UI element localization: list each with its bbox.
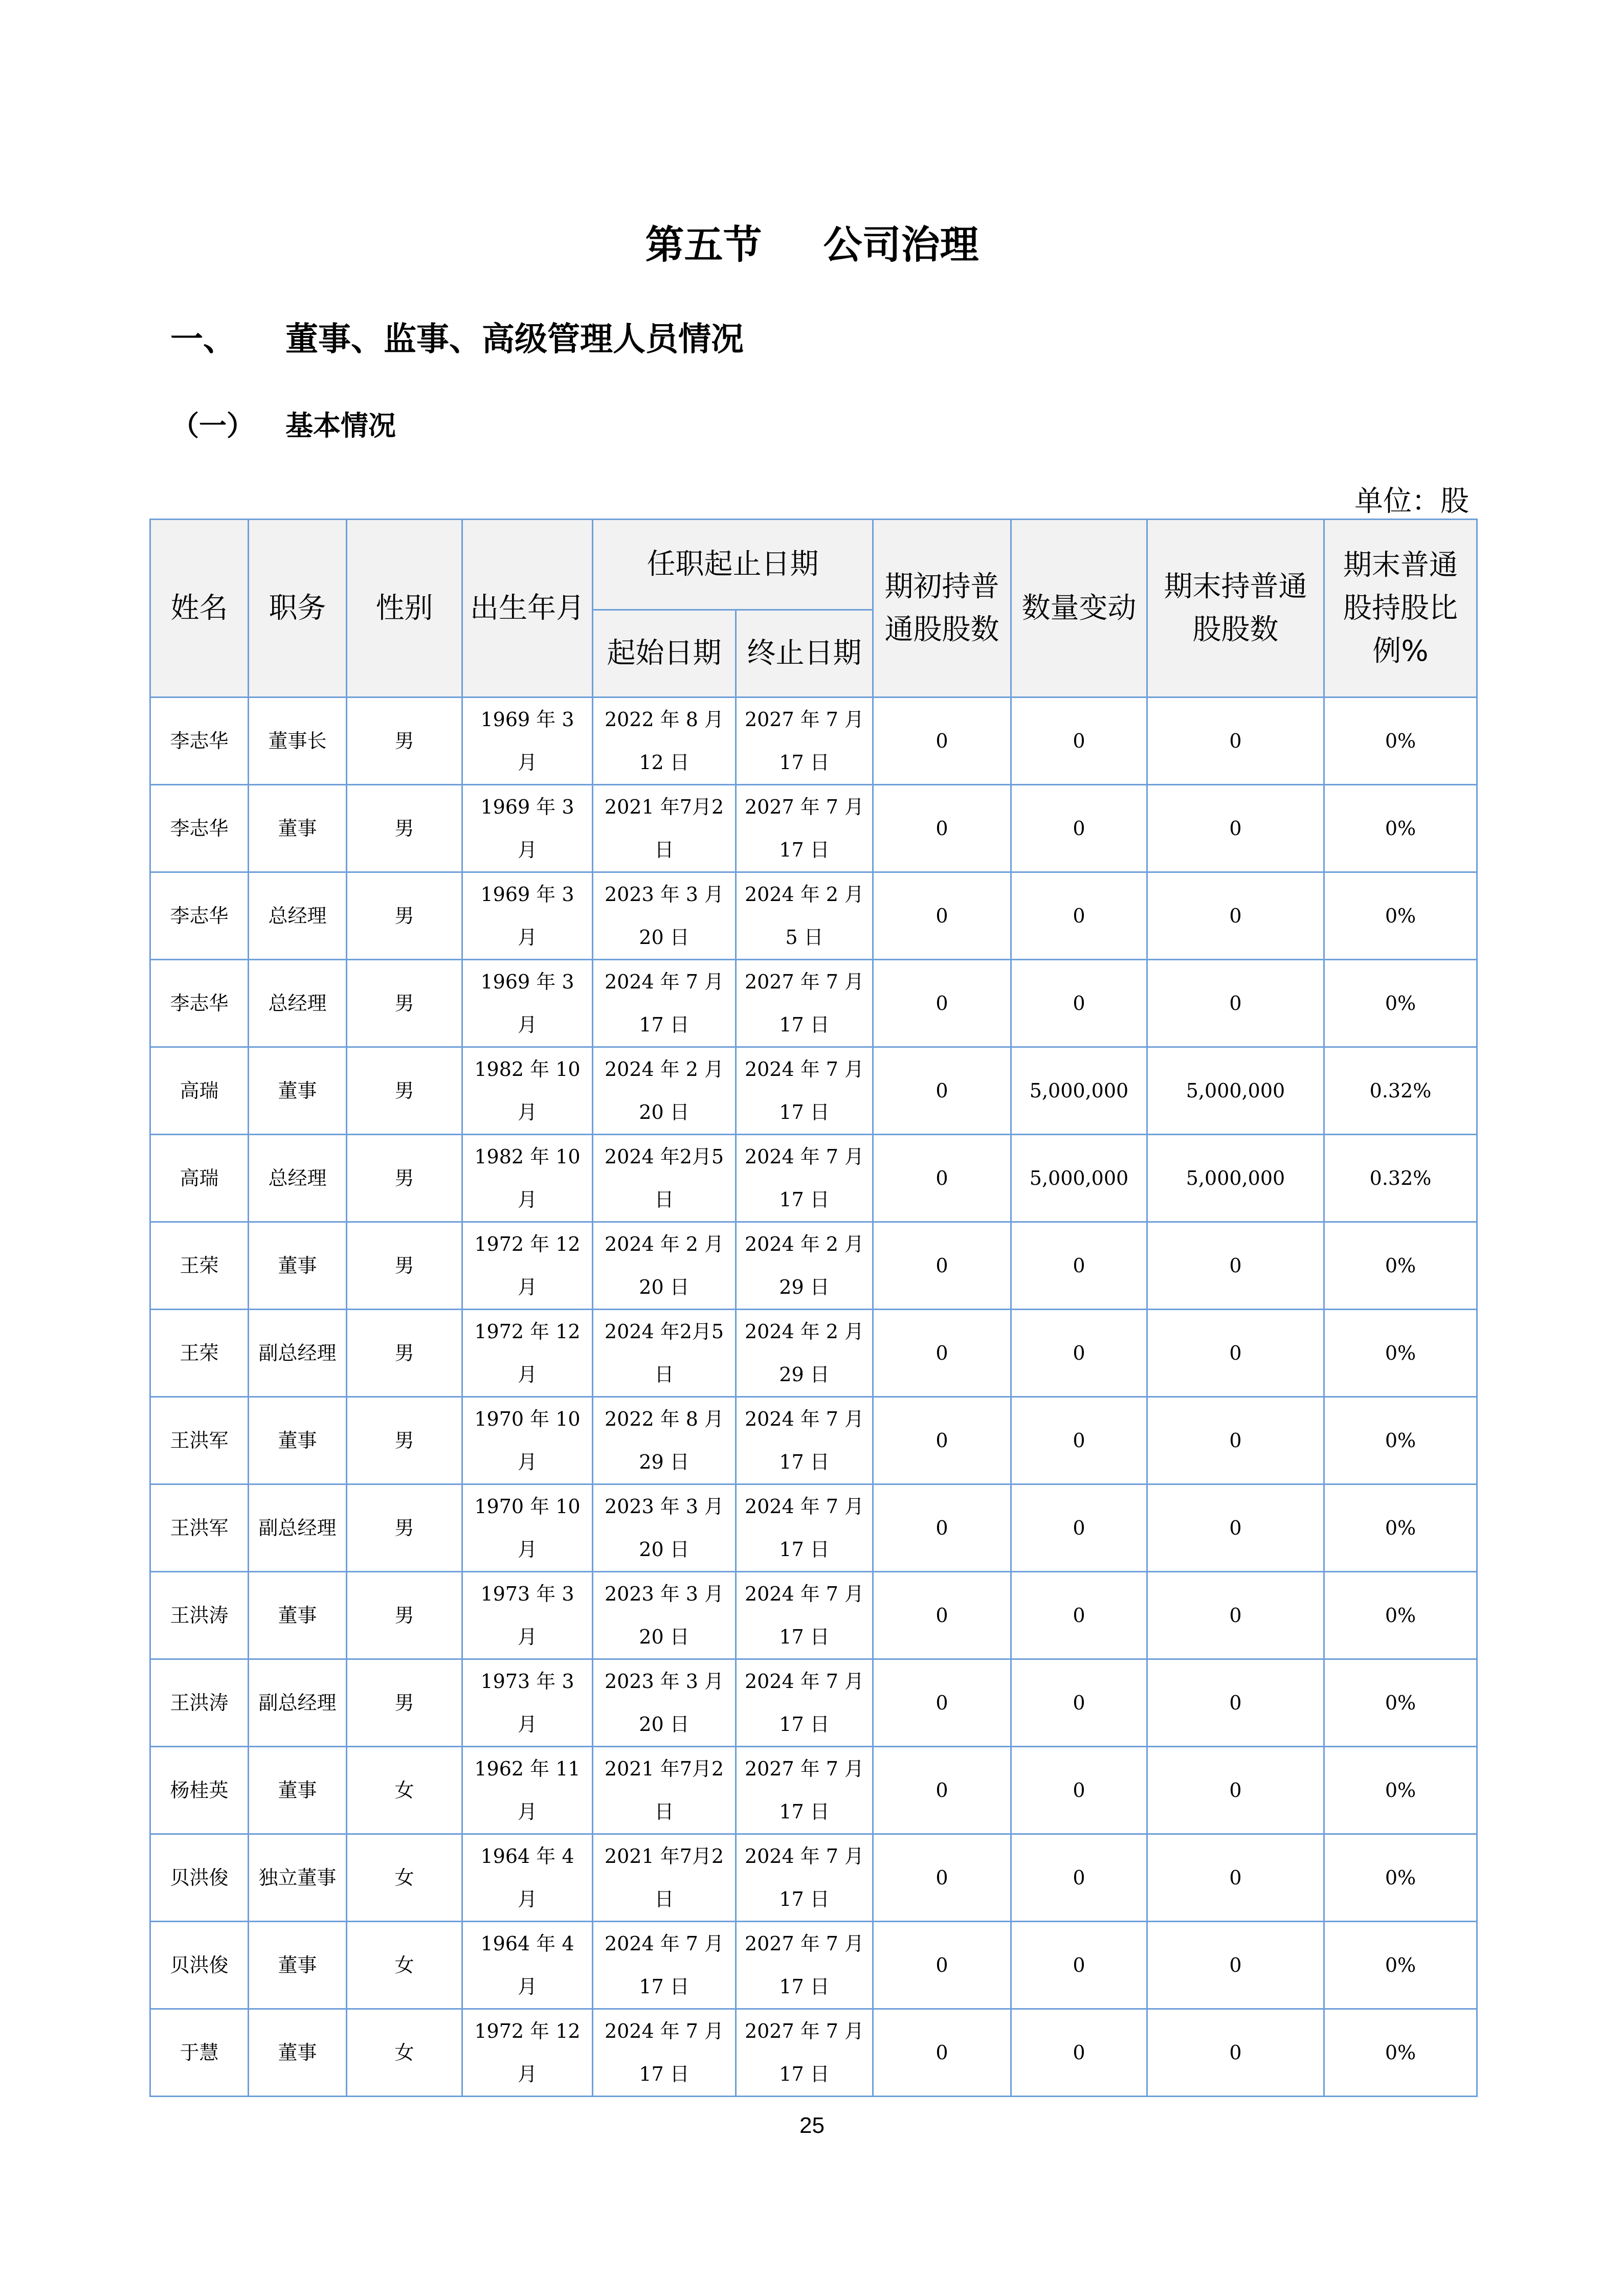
cell-term-end: 2027 年 7 月 17 日 <box>736 697 873 785</box>
cell-term-end: 2027 年 7 月 17 日 <box>736 960 873 1047</box>
cell-birth: 1970 年 10 月 <box>462 1397 593 1484</box>
cell-term-end: 2024 年 7 月 17 日 <box>736 1659 873 1747</box>
cell-birth: 1982 年 10 月 <box>462 1135 593 1222</box>
cell-birth: 1969 年 3 月 <box>462 872 593 960</box>
page-number: 25 <box>799 2113 825 2138</box>
cell-term-start: 2023 年 3 月 20 日 <box>593 872 736 960</box>
table-row <box>150 2009 1477 2097</box>
cell-opening-shares: 0 <box>873 872 1011 960</box>
cell-opening-shares: 0 <box>873 1047 1011 1135</box>
cell-term-start: 2021 年7月2 日 <box>593 1834 736 1922</box>
heading-1-number: 一、 <box>170 321 236 358</box>
header-position: 职务 <box>249 520 347 697</box>
cell-term-end: 2024 年 2 月 29 日 <box>736 1310 873 1397</box>
cell-position: 总经理 <box>249 872 347 960</box>
cell-birth: 1962 年 11 月 <box>462 1747 593 1834</box>
unit-label: 单位：股 <box>1354 485 1469 518</box>
cell-position: 董事 <box>249 1922 347 2009</box>
cell-closing-shares: 0 <box>1147 1659 1324 1747</box>
cell-opening-shares: 0 <box>873 697 1011 785</box>
cell-position: 总经理 <box>249 1135 347 1222</box>
header-closing-ratio: 期末普通股持股比例% <box>1324 520 1477 697</box>
cell-closing-shares: 0 <box>1147 872 1324 960</box>
cell-change: 0 <box>1011 1397 1147 1484</box>
cell-gender: 女 <box>347 1834 462 1922</box>
cell-term-start: 2022 年 8 月 29 日 <box>593 1397 736 1484</box>
cell-gender: 女 <box>347 1922 462 2009</box>
header-name: 姓名 <box>150 520 249 697</box>
cell-name: 贝洪俊 <box>150 1922 249 2009</box>
cell-term-end: 2027 年 7 月 17 日 <box>736 1922 873 2009</box>
table-row <box>150 1310 1477 1397</box>
heading-1-title: 董事、监事、高级管理人员情况 <box>285 321 744 358</box>
heading-level-1 <box>170 313 744 360</box>
cell-opening-shares: 0 <box>873 1834 1011 1922</box>
cell-change: 5,000,000 <box>1011 1047 1147 1135</box>
cell-position: 董事 <box>249 1572 347 1659</box>
cell-gender: 男 <box>347 1047 462 1135</box>
cell-closing-ratio: 0% <box>1324 697 1477 785</box>
table-row <box>150 785 1477 872</box>
cell-position: 董事 <box>249 1222 347 1310</box>
heading-level-2 <box>171 404 396 443</box>
cell-gender: 男 <box>347 960 462 1047</box>
cell-change: 5,000,000 <box>1011 1135 1147 1222</box>
cell-gender: 男 <box>347 1484 462 1572</box>
cell-opening-shares: 0 <box>873 1135 1011 1222</box>
header-birth: 出生年月 <box>462 520 593 697</box>
cell-position: 董事 <box>249 1397 347 1484</box>
cell-birth: 1964 年 4 月 <box>462 1834 593 1922</box>
cell-name: 杨桂英 <box>150 1747 249 1834</box>
cell-closing-ratio: 0% <box>1324 960 1477 1047</box>
cell-name: 于慧 <box>150 2009 249 2097</box>
directors-table <box>149 519 1478 2097</box>
cell-closing-ratio: 0% <box>1324 1397 1477 1484</box>
cell-opening-shares: 0 <box>873 1572 1011 1659</box>
cell-name: 王荣 <box>150 1222 249 1310</box>
cell-change: 0 <box>1011 1922 1147 2009</box>
cell-term-end: 2027 年 7 月 17 日 <box>736 2009 873 2097</box>
cell-term-start: 2022 年 8 月 12 日 <box>593 697 736 785</box>
cell-name: 高瑞 <box>150 1135 249 1222</box>
cell-closing-ratio: 0% <box>1324 1310 1477 1397</box>
table-row <box>150 1747 1477 1834</box>
cell-position: 董事长 <box>249 697 347 785</box>
cell-term-end: 2024 年 2 月 29 日 <box>736 1222 873 1310</box>
section-number: 第五节 <box>645 222 762 267</box>
cell-birth: 1982 年 10 月 <box>462 1047 593 1135</box>
cell-closing-shares: 0 <box>1147 785 1324 872</box>
cell-gender: 女 <box>347 1747 462 1834</box>
cell-term-end: 2027 年 7 月 17 日 <box>736 785 873 872</box>
cell-name: 王洪涛 <box>150 1659 249 1747</box>
cell-change: 0 <box>1011 2009 1147 2097</box>
cell-name: 王洪军 <box>150 1484 249 1572</box>
cell-closing-ratio: 0% <box>1324 785 1477 872</box>
cell-closing-shares: 0 <box>1147 697 1324 785</box>
cell-closing-shares: 0 <box>1147 1834 1324 1922</box>
header-gender: 性别 <box>347 520 462 697</box>
table-row <box>150 1659 1477 1747</box>
cell-term-start: 2024 年 7 月 17 日 <box>593 1922 736 2009</box>
section-name: 公司治理 <box>823 222 979 267</box>
cell-gender: 男 <box>347 1310 462 1397</box>
table-row <box>150 1222 1477 1310</box>
cell-position: 董事 <box>249 2009 347 2097</box>
cell-term-start: 2021 年7月2 日 <box>593 1747 736 1834</box>
table-row <box>150 872 1477 960</box>
cell-position: 董事 <box>249 1047 347 1135</box>
cell-name: 王荣 <box>150 1310 249 1397</box>
cell-term-start: 2024 年2月5 日 <box>593 1135 736 1222</box>
cell-gender: 男 <box>347 1659 462 1747</box>
cell-gender: 男 <box>347 1397 462 1484</box>
cell-change: 0 <box>1011 1222 1147 1310</box>
table-row <box>150 697 1477 785</box>
cell-closing-shares: 0 <box>1147 1572 1324 1659</box>
cell-term-start: 2024 年2月5 日 <box>593 1310 736 1397</box>
cell-name: 王洪军 <box>150 1397 249 1484</box>
header-term-start: 起始日期 <box>593 610 736 697</box>
table-header-row <box>150 520 1477 610</box>
cell-opening-shares: 0 <box>873 1747 1011 1834</box>
cell-position: 副总经理 <box>249 1659 347 1747</box>
cell-term-end: 2024 年 7 月 17 日 <box>736 1397 873 1484</box>
cell-closing-ratio: 0.32% <box>1324 1047 1477 1135</box>
cell-name: 高瑞 <box>150 1047 249 1135</box>
cell-term-end: 2024 年 7 月 17 日 <box>736 1834 873 1922</box>
cell-term-start: 2024 年 2 月 20 日 <box>593 1222 736 1310</box>
header-term: 任职起止日期 <box>593 520 873 610</box>
cell-opening-shares: 0 <box>873 1310 1011 1397</box>
table-row <box>150 1047 1477 1135</box>
cell-gender: 男 <box>347 785 462 872</box>
cell-closing-ratio: 0% <box>1324 1834 1477 1922</box>
cell-name: 李志华 <box>150 785 249 872</box>
cell-opening-shares: 0 <box>873 785 1011 872</box>
header-closing-shares: 期末持普通股股数 <box>1147 520 1324 697</box>
cell-gender: 女 <box>347 2009 462 2097</box>
cell-change: 0 <box>1011 1834 1147 1922</box>
cell-gender: 男 <box>347 1572 462 1659</box>
cell-closing-shares: 5,000,000 <box>1147 1135 1324 1222</box>
cell-closing-ratio: 0% <box>1324 1222 1477 1310</box>
table-row <box>150 960 1477 1047</box>
cell-closing-shares: 0 <box>1147 1747 1324 1834</box>
cell-closing-ratio: 0% <box>1324 1747 1477 1834</box>
table-row <box>150 1135 1477 1222</box>
cell-change: 0 <box>1011 1572 1147 1659</box>
table-row <box>150 1834 1477 1922</box>
cell-birth: 1972 年 12 月 <box>462 2009 593 2097</box>
cell-name: 王洪涛 <box>150 1572 249 1659</box>
cell-birth: 1964 年 4 月 <box>462 1922 593 2009</box>
cell-change: 0 <box>1011 1747 1147 1834</box>
table-row <box>150 1397 1477 1484</box>
cell-closing-shares: 0 <box>1147 1922 1324 2009</box>
cell-term-end: 2024 年 7 月 17 日 <box>736 1484 873 1572</box>
cell-change: 0 <box>1011 785 1147 872</box>
cell-closing-shares: 0 <box>1147 2009 1324 2097</box>
cell-term-end: 2024 年 7 月 17 日 <box>736 1047 873 1135</box>
cell-position: 董事 <box>249 785 347 872</box>
table-row <box>150 1572 1477 1659</box>
cell-birth: 1969 年 3 月 <box>462 960 593 1047</box>
cell-change: 0 <box>1011 697 1147 785</box>
cell-gender: 男 <box>347 697 462 785</box>
cell-birth: 1973 年 3 月 <box>462 1659 593 1747</box>
cell-birth: 1972 年 12 月 <box>462 1310 593 1397</box>
table-row <box>150 1484 1477 1572</box>
header-change: 数量变动 <box>1011 520 1147 697</box>
cell-closing-shares: 0 <box>1147 1222 1324 1310</box>
cell-closing-ratio: 0% <box>1324 1922 1477 2009</box>
cell-change: 0 <box>1011 960 1147 1047</box>
table-body <box>150 697 1477 2097</box>
cell-term-end: 2024 年 7 月 17 日 <box>736 1572 873 1659</box>
cell-closing-ratio: 0% <box>1324 1484 1477 1572</box>
cell-position: 总经理 <box>249 960 347 1047</box>
cell-birth: 1970 年 10 月 <box>462 1484 593 1572</box>
cell-term-start: 2024 年 2 月 20 日 <box>593 1047 736 1135</box>
cell-position: 独立董事 <box>249 1834 347 1922</box>
cell-position: 副总经理 <box>249 1310 347 1397</box>
cell-name: 李志华 <box>150 697 249 785</box>
cell-opening-shares: 0 <box>873 960 1011 1047</box>
heading-2-number: （一） <box>171 410 254 442</box>
cell-term-end: 2024 年 2 月 5 日 <box>736 872 873 960</box>
cell-opening-shares: 0 <box>873 1922 1011 2009</box>
cell-closing-shares: 5,000,000 <box>1147 1047 1324 1135</box>
cell-closing-shares: 0 <box>1147 1310 1324 1397</box>
cell-position: 董事 <box>249 1747 347 1834</box>
cell-birth: 1972 年 12 月 <box>462 1222 593 1310</box>
cell-term-start: 2023 年 3 月 20 日 <box>593 1572 736 1659</box>
cell-name: 李志华 <box>150 960 249 1047</box>
cell-term-start: 2024 年 7 月 17 日 <box>593 2009 736 2097</box>
cell-term-end: 2027 年 7 月 17 日 <box>736 1747 873 1834</box>
cell-term-start: 2023 年 3 月 20 日 <box>593 1484 736 1572</box>
header-opening-shares: 期初持普通股股数 <box>873 520 1011 697</box>
cell-closing-ratio: 0% <box>1324 1659 1477 1747</box>
table-row <box>150 1922 1477 2009</box>
cell-birth: 1969 年 3 月 <box>462 697 593 785</box>
cell-change: 0 <box>1011 872 1147 960</box>
cell-birth: 1973 年 3 月 <box>462 1572 593 1659</box>
cell-term-start: 2021 年7月2 日 <box>593 785 736 872</box>
cell-term-start: 2023 年 3 月 20 日 <box>593 1659 736 1747</box>
cell-opening-shares: 0 <box>873 2009 1011 2097</box>
cell-gender: 男 <box>347 872 462 960</box>
header-term-end: 终止日期 <box>736 610 873 697</box>
cell-change: 0 <box>1011 1659 1147 1747</box>
cell-opening-shares: 0 <box>873 1222 1011 1310</box>
cell-opening-shares: 0 <box>873 1397 1011 1484</box>
heading-2-title: 基本情况 <box>285 410 396 442</box>
cell-closing-shares: 0 <box>1147 1397 1324 1484</box>
cell-position: 副总经理 <box>249 1484 347 1572</box>
cell-closing-ratio: 0% <box>1324 872 1477 960</box>
cell-change: 0 <box>1011 1484 1147 1572</box>
cell-closing-ratio: 0.32% <box>1324 1135 1477 1222</box>
cell-closing-shares: 0 <box>1147 1484 1324 1572</box>
cell-birth: 1969 年 3 月 <box>462 785 593 872</box>
cell-gender: 男 <box>347 1222 462 1310</box>
cell-name: 贝洪俊 <box>150 1834 249 1922</box>
cell-closing-ratio: 0% <box>1324 1572 1477 1659</box>
cell-closing-shares: 0 <box>1147 960 1324 1047</box>
cell-change: 0 <box>1011 1310 1147 1397</box>
section-title <box>0 214 1624 269</box>
cell-closing-ratio: 0% <box>1324 2009 1477 2097</box>
cell-opening-shares: 0 <box>873 1484 1011 1572</box>
cell-term-end: 2024 年 7 月 17 日 <box>736 1135 873 1222</box>
cell-opening-shares: 0 <box>873 1659 1011 1747</box>
cell-term-start: 2024 年 7 月 17 日 <box>593 960 736 1047</box>
cell-gender: 男 <box>347 1135 462 1222</box>
cell-name: 李志华 <box>150 872 249 960</box>
